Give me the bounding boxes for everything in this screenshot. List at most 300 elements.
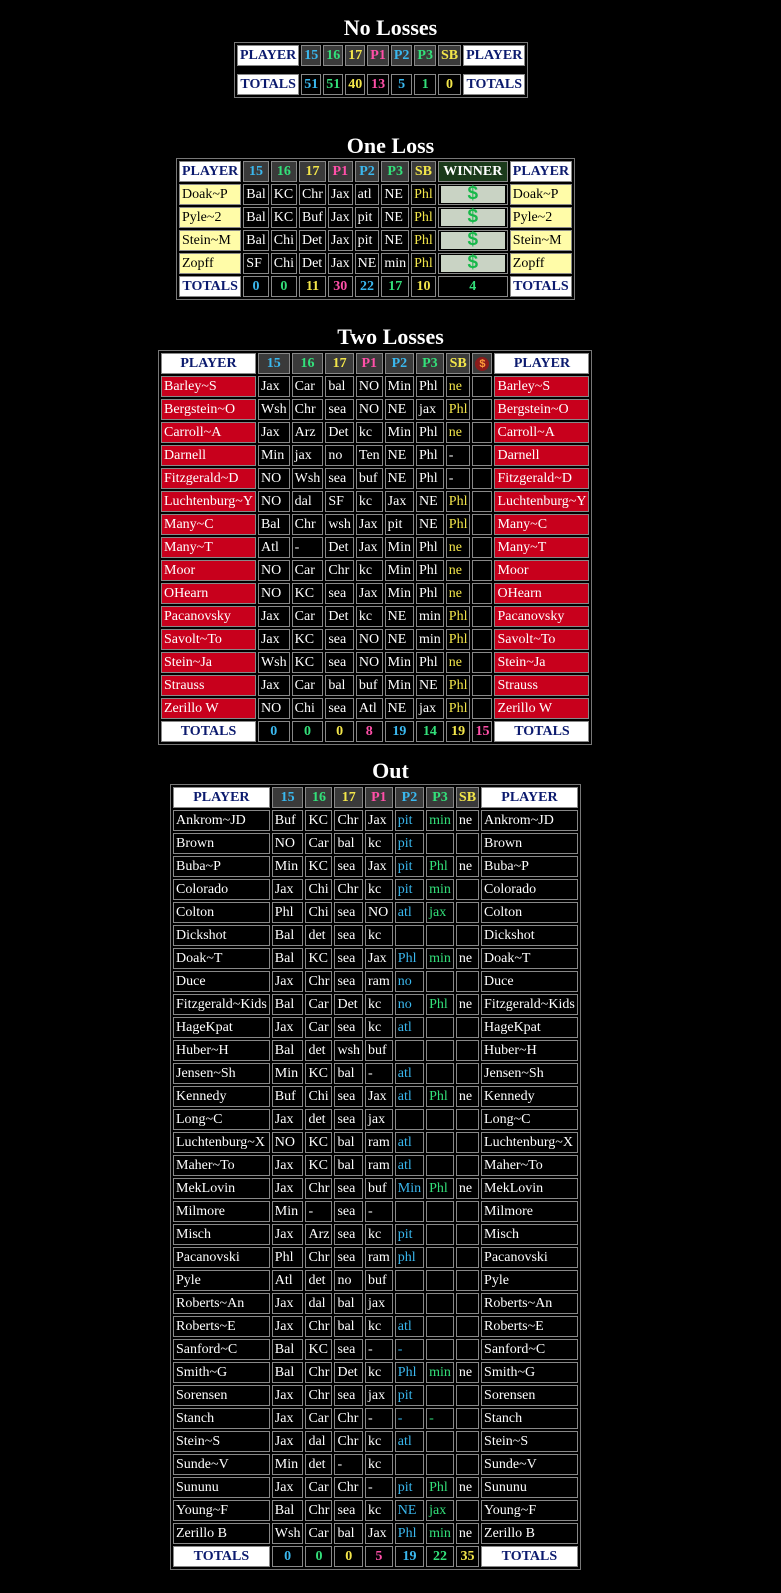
player-name-left: Pyle~2 — [179, 207, 241, 228]
pick-cell: Bal — [258, 514, 290, 535]
total-value: 11 — [299, 276, 326, 297]
total-value: 0 — [243, 276, 268, 297]
pick-cell: Bal — [272, 994, 304, 1015]
pick-cell: ne — [456, 1362, 479, 1383]
pick-cell — [395, 925, 424, 946]
pick-cell: Chi — [292, 698, 324, 719]
pick-cell: kc — [356, 422, 383, 443]
player-row — [173, 1017, 578, 1038]
pick-cell: Chr — [305, 1500, 332, 1521]
player-row — [173, 1293, 578, 1314]
pick-cell — [456, 1316, 479, 1337]
pick-cell: Det — [299, 253, 326, 274]
header-p2: P2 — [391, 45, 413, 66]
pick-cell: bal — [334, 1523, 363, 1544]
pick-cell: Bal — [272, 1500, 304, 1521]
player-name-left: Barley~S — [161, 376, 256, 397]
pick-cell: det — [305, 1270, 332, 1291]
player-name-left: Dickshot — [173, 925, 270, 946]
player-name-left: Luchtenburg~X — [173, 1132, 270, 1153]
pick-cell: no — [334, 1270, 363, 1291]
pick-cell: kc — [365, 1362, 393, 1383]
player-name-left: Carroll~A — [161, 422, 256, 443]
player-name-left: Many~T — [161, 537, 256, 558]
player-name-right: Jensen~Sh — [481, 1063, 578, 1084]
header-row — [173, 787, 578, 808]
pick-cell — [456, 1270, 479, 1291]
player-row — [173, 1500, 578, 1521]
header-money-cell — [472, 353, 492, 374]
empty-cell — [472, 491, 492, 512]
player-name-right: Zerillo W — [494, 698, 589, 719]
player-row — [173, 1132, 578, 1153]
pick-cell: KC — [305, 1063, 332, 1084]
player-name-left: Sanford~C — [173, 1339, 270, 1360]
pick-cell: KC — [305, 856, 332, 877]
pick-cell — [395, 1201, 424, 1222]
player-name-left: Fitzgerald~Kids — [173, 994, 270, 1015]
pick-cell: ne — [446, 560, 471, 581]
pick-cell — [426, 1270, 454, 1291]
empty-cell — [472, 652, 492, 673]
total-value: 30 — [328, 276, 353, 297]
player-name-left: Ankrom~JD — [173, 810, 270, 831]
header-p2: P2 — [355, 161, 380, 182]
player-name-right: Strauss — [494, 675, 589, 696]
pick-cell: Car — [292, 606, 324, 627]
pick-cell: jax — [365, 1109, 393, 1130]
pick-cell: Jax — [272, 1017, 304, 1038]
player-row — [161, 583, 589, 604]
pick-cell: pit — [395, 879, 424, 900]
pick-cell — [456, 1500, 479, 1521]
total-value: 51 — [301, 74, 321, 95]
player-row — [173, 902, 578, 923]
pick-cell: Min — [385, 537, 414, 558]
player-name-right: Colton — [481, 902, 578, 923]
pick-cell: Jax — [356, 514, 383, 535]
pick-cell: Jax — [356, 583, 383, 604]
pick-cell: jax — [292, 445, 324, 466]
pick-cell — [456, 1431, 479, 1452]
total-value: 22 — [426, 1546, 454, 1567]
pick-cell — [426, 1293, 454, 1314]
pick-cell: atl — [395, 902, 424, 923]
pick-cell — [395, 1040, 424, 1061]
pick-cell: ne — [456, 1523, 479, 1544]
pick-cell: Car — [305, 1408, 332, 1429]
pick-cell: Chr — [292, 399, 324, 420]
total-value: 0 — [271, 276, 297, 297]
pick-cell — [456, 1454, 479, 1475]
total-value: 10 — [411, 276, 436, 297]
pick-cell: Phl — [446, 606, 471, 627]
pick-cell: Det — [325, 606, 354, 627]
empty-cell — [472, 514, 492, 535]
header-c17: 17 — [345, 45, 365, 66]
winner-total: 4 — [438, 276, 508, 297]
pick-cell: KC — [305, 948, 332, 969]
pick-cell: NO — [258, 583, 290, 604]
header-row — [237, 45, 525, 66]
player-name-left: Savolt~To — [161, 629, 256, 650]
pick-cell: Chr — [334, 1477, 363, 1498]
player-name-right: Sanford~C — [481, 1339, 578, 1360]
pick-cell: Phl — [446, 491, 471, 512]
player-name-left: Smith~G — [173, 1362, 270, 1383]
pick-cell: KC — [305, 1339, 332, 1360]
player-row — [173, 879, 578, 900]
pick-cell: sea — [334, 1109, 363, 1130]
header-sb: SB — [438, 45, 461, 66]
player-name-left: Many~C — [161, 514, 256, 535]
pick-cell: bal — [325, 376, 354, 397]
total-value: 0 — [438, 74, 461, 95]
pick-cell: ne — [446, 422, 471, 443]
pick-cell: sea — [334, 856, 363, 877]
pick-cell: jax — [416, 399, 444, 420]
pick-cell: Bal — [272, 1040, 304, 1061]
pick-cell: Jax — [272, 1293, 304, 1314]
pick-cell: - — [305, 1201, 332, 1222]
player-name-right: Stein~Ja — [494, 652, 589, 673]
player-name-right: OHearn — [494, 583, 589, 604]
pick-cell — [456, 1155, 479, 1176]
pick-cell: Det — [334, 1362, 363, 1383]
player-name-right: Pyle~2 — [510, 207, 572, 228]
pick-cell: sea — [325, 468, 354, 489]
pick-cell: ram — [365, 1155, 393, 1176]
pick-cell: - — [395, 1408, 424, 1429]
pick-cell: min — [426, 948, 454, 969]
total-value: 0 — [292, 721, 324, 742]
player-name-right: Dickshot — [481, 925, 578, 946]
pick-cell: - — [365, 1339, 393, 1360]
pick-cell: Phl — [446, 399, 471, 420]
player-name-left: Roberts~E — [173, 1316, 270, 1337]
pick-cell: pit — [355, 207, 380, 228]
pick-cell: ram — [365, 971, 393, 992]
pick-cell: NO — [356, 652, 383, 673]
player-name-right: Stanch — [481, 1408, 578, 1429]
pick-cell — [426, 1040, 454, 1061]
pick-cell: sea — [334, 971, 363, 992]
pick-cell: NO — [356, 376, 383, 397]
pick-cell: Jax — [258, 629, 290, 650]
pick-cell — [456, 925, 479, 946]
pick-cell — [426, 1454, 454, 1475]
total-value: 19 — [395, 1546, 424, 1567]
pick-cell: Min — [385, 583, 414, 604]
header-p3: P3 — [414, 45, 436, 66]
pick-cell: kc — [365, 833, 393, 854]
pick-cell: Phl — [395, 1523, 424, 1544]
money-icon: $ — [475, 357, 489, 371]
pick-cell — [456, 833, 479, 854]
pick-cell: kc — [365, 1500, 393, 1521]
pick-cell: Phl — [426, 1477, 454, 1498]
pick-cell — [426, 1339, 454, 1360]
pick-cell — [456, 1132, 479, 1153]
player-name-left: Zerillo W — [161, 698, 256, 719]
pick-cell — [395, 1293, 424, 1314]
pick-cell — [456, 1293, 479, 1314]
pick-cell: atl — [395, 1316, 424, 1337]
header-p1: P1 — [365, 787, 393, 808]
pick-cell: pit — [395, 1477, 424, 1498]
pick-cell: atl — [395, 1017, 424, 1038]
pick-cell: Car — [305, 1523, 332, 1544]
pick-cell: - — [446, 445, 471, 466]
totals-label-right: TOTALS — [510, 276, 572, 297]
player-name-left: Duce — [173, 971, 270, 992]
total-value: 17 — [381, 276, 409, 297]
pick-cell: Jax — [258, 422, 290, 443]
pick-cell — [456, 1339, 479, 1360]
pick-cell: Chr — [334, 1408, 363, 1429]
player-name-right: Many~T — [494, 537, 589, 558]
pick-cell — [456, 1109, 479, 1130]
header-player-left: PLAYER — [179, 161, 241, 182]
pick-cell: KC — [305, 810, 332, 831]
pick-cell: bal — [334, 1063, 363, 1084]
pick-cell: Jax — [272, 1316, 304, 1337]
pick-cell: Jax — [365, 856, 393, 877]
pick-cell: no — [395, 994, 424, 1015]
no-losses-table — [234, 42, 528, 98]
pick-cell: sea — [334, 1385, 363, 1406]
totals-row — [161, 721, 589, 742]
totals-label-right: TOTALS — [494, 721, 589, 742]
pick-cell — [426, 1385, 454, 1406]
pick-cell: kc — [365, 994, 393, 1015]
dollar-sign: $ — [467, 182, 479, 204]
header-player-right: PLAYER — [463, 45, 525, 66]
pick-cell: Jax — [365, 948, 393, 969]
pick-cell: kc — [356, 491, 383, 512]
player-row — [161, 445, 589, 466]
pick-cell — [426, 1224, 454, 1245]
player-name-left: Jensen~Sh — [173, 1063, 270, 1084]
header-c17: 17 — [325, 353, 354, 374]
player-row — [161, 629, 589, 650]
pick-cell: min — [416, 629, 444, 650]
pick-cell: Bal — [243, 184, 268, 205]
pick-cell: Jax — [272, 971, 304, 992]
pick-cell: kc — [356, 560, 383, 581]
dollar-bill-icon — [441, 251, 505, 273]
pick-cell: Min — [385, 675, 414, 696]
pick-cell: Atl — [356, 698, 383, 719]
pick-cell: Wsh — [258, 399, 290, 420]
pick-cell: no — [325, 445, 354, 466]
pick-cell: NE — [381, 207, 409, 228]
pick-cell: ne — [456, 1178, 479, 1199]
pick-cell: Phl — [416, 560, 444, 581]
pick-cell: NE — [385, 468, 414, 489]
pick-cell: Car — [292, 560, 324, 581]
pick-cell: Buf — [272, 810, 304, 831]
player-name-left: Moor — [161, 560, 256, 581]
player-name-left: Doak~T — [173, 948, 270, 969]
header-c17: 17 — [299, 161, 326, 182]
player-name-left: Stein~Ja — [161, 652, 256, 673]
player-name-left: Sunde~V — [173, 1454, 270, 1475]
pick-cell: - — [365, 1063, 393, 1084]
pick-cell: min — [426, 810, 454, 831]
totals-row — [179, 276, 572, 297]
player-row — [173, 1063, 578, 1084]
one-loss-table — [176, 158, 575, 300]
pick-cell: ram — [365, 1132, 393, 1153]
pick-cell — [426, 1109, 454, 1130]
player-row — [173, 1178, 578, 1199]
pick-cell: Phl — [416, 583, 444, 604]
pick-cell: sea — [334, 1201, 363, 1222]
no-losses-title: No Losses — [343, 15, 438, 40]
player-name-right: Sorensen — [481, 1385, 578, 1406]
pick-cell: ne — [456, 994, 479, 1015]
player-name-right: Fitzgerald~D — [494, 468, 589, 489]
header-c16: 16 — [271, 161, 297, 182]
player-name-right: HageKpat — [481, 1017, 578, 1038]
player-row — [173, 1086, 578, 1107]
pick-cell: Jax — [365, 1086, 393, 1107]
pick-cell — [456, 1224, 479, 1245]
pick-cell — [426, 1316, 454, 1337]
player-name-left: Young~F — [173, 1500, 270, 1521]
totals-label-left: TOTALS — [173, 1546, 270, 1567]
pick-cell: Min — [385, 652, 414, 673]
pick-cell: KC — [292, 652, 324, 673]
pick-cell: sea — [334, 948, 363, 969]
player-name-right: Zopff — [510, 253, 572, 274]
pick-cell: Min — [272, 1454, 304, 1475]
player-name-left: Stein~S — [173, 1431, 270, 1452]
pick-cell — [426, 1201, 454, 1222]
pick-cell: dal — [292, 491, 324, 512]
pick-cell: NE — [416, 514, 444, 535]
total-value: 13 — [367, 74, 389, 95]
pick-cell — [426, 1017, 454, 1038]
pick-cell — [426, 1431, 454, 1452]
pick-cell: kc — [365, 879, 393, 900]
player-name-left: OHearn — [161, 583, 256, 604]
pick-cell: buf — [365, 1178, 393, 1199]
pick-cell: Bal — [243, 207, 268, 228]
pick-cell: Phl — [272, 902, 304, 923]
pick-cell: Chi — [271, 253, 297, 274]
player-name-right: Brown — [481, 833, 578, 854]
pick-cell: kc — [365, 925, 393, 946]
pick-cell: Chr — [305, 971, 332, 992]
player-name-right: Kennedy — [481, 1086, 578, 1107]
pick-cell: atl — [395, 1155, 424, 1176]
pick-cell: - — [365, 1477, 393, 1498]
totals-label-right: TOTALS — [481, 1546, 578, 1567]
pick-cell: Min — [395, 1178, 424, 1199]
pick-cell: bal — [325, 675, 354, 696]
pick-cell: NO — [258, 698, 290, 719]
pick-cell: NO — [272, 1132, 304, 1153]
pick-cell: atl — [355, 184, 380, 205]
header-c16: 16 — [323, 45, 343, 66]
player-name-right: Pacanovski — [481, 1247, 578, 1268]
player-row — [161, 491, 589, 512]
pick-cell: Phl — [426, 1178, 454, 1199]
pick-cell: Bal — [272, 948, 304, 969]
pick-cell: Wsh — [258, 652, 290, 673]
player-name-right: Sunde~V — [481, 1454, 578, 1475]
pick-cell: Phl — [426, 1086, 454, 1107]
pick-cell: sea — [334, 902, 363, 923]
player-name-left: Pyle — [173, 1270, 270, 1291]
pick-cell: Wsh — [292, 468, 324, 489]
player-row — [173, 925, 578, 946]
pick-cell: ram — [365, 1247, 393, 1268]
pick-cell: NE — [385, 606, 414, 627]
pick-cell: det — [305, 1109, 332, 1130]
pick-cell: min — [426, 1362, 454, 1383]
pick-cell: KC — [271, 207, 297, 228]
pick-cell: NE — [416, 491, 444, 512]
pick-cell: ne — [446, 583, 471, 604]
pick-cell: Phl — [416, 468, 444, 489]
total-value: 0 — [258, 721, 290, 742]
pick-cell: Jax — [272, 879, 304, 900]
player-name-right: Huber~H — [481, 1040, 578, 1061]
player-row — [161, 698, 589, 719]
pick-cell: Jax — [328, 207, 353, 228]
pick-cell: Jax — [258, 376, 290, 397]
pick-cell: atl — [395, 1063, 424, 1084]
pick-cell: Atl — [258, 537, 290, 558]
player-row — [173, 1109, 578, 1130]
pick-cell: Arz — [292, 422, 324, 443]
header-winner: WINNER — [438, 161, 508, 182]
pick-cell: kc — [356, 606, 383, 627]
pick-cell: Min — [272, 1063, 304, 1084]
player-name-left: Roberts~An — [173, 1293, 270, 1314]
pick-cell: sea — [334, 1017, 363, 1038]
pick-cell: NE — [416, 675, 444, 696]
player-name-left: Sorensen — [173, 1385, 270, 1406]
totals-label-left: TOTALS — [237, 74, 299, 95]
player-name-right: Doak~T — [481, 948, 578, 969]
pick-cell: Phl — [411, 253, 436, 274]
player-row — [173, 994, 578, 1015]
one-loss-title: One Loss — [346, 133, 435, 158]
player-row — [161, 422, 589, 443]
pick-cell: min — [381, 253, 409, 274]
player-name-left: Sununu — [173, 1477, 270, 1498]
player-row — [161, 468, 589, 489]
header-p3: P3 — [426, 787, 454, 808]
pick-cell: Phl — [416, 537, 444, 558]
pick-cell: Chr — [334, 810, 363, 831]
header-row — [179, 161, 572, 182]
pick-cell — [426, 1247, 454, 1268]
pick-cell: atl — [395, 1086, 424, 1107]
player-row — [161, 560, 589, 581]
dollar-sign: $ — [467, 205, 479, 227]
player-row — [173, 856, 578, 877]
total-value: 5 — [391, 74, 413, 95]
player-name-left: Kennedy — [173, 1086, 270, 1107]
pick-cell — [395, 1270, 424, 1291]
pick-cell: Phl — [416, 376, 444, 397]
empty-cell — [472, 583, 492, 604]
